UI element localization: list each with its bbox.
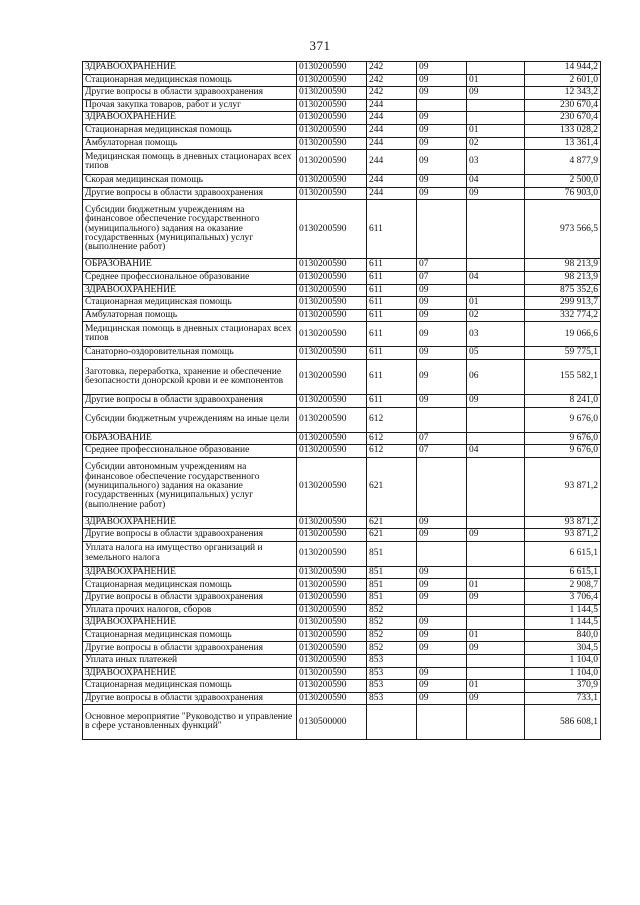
row-subsection bbox=[467, 617, 525, 630]
row-target-code: 0130200590 bbox=[297, 284, 367, 297]
row-name: Субсидии автономным учреждениям на финансовое обеспечение государственного (муниципального) задания на оказание государственных (муниципальных) услуг (выполнение работ) bbox=[83, 457, 297, 516]
row-section: 09 bbox=[417, 566, 467, 579]
row-expense-type: 611 bbox=[367, 297, 417, 310]
row-amount: 1 144,5 bbox=[525, 604, 601, 617]
row-expense-type: 242 bbox=[367, 74, 417, 87]
row-section: 09 bbox=[417, 175, 467, 188]
row-amount: 1 104,0 bbox=[525, 667, 601, 680]
row-subsection: 06 bbox=[467, 359, 525, 394]
table-row bbox=[83, 692, 601, 705]
table-row bbox=[83, 112, 601, 125]
table-row bbox=[83, 655, 601, 668]
row-target-code: 0130200590 bbox=[297, 604, 367, 617]
row-expense-type: 611 bbox=[367, 347, 417, 360]
row-section bbox=[417, 200, 467, 259]
row-target-code: 0130200590 bbox=[297, 259, 367, 272]
row-target-code: 0130200590 bbox=[297, 297, 367, 310]
table-row bbox=[83, 529, 601, 542]
row-target-code: 0130200590 bbox=[297, 445, 367, 458]
row-section bbox=[417, 604, 467, 617]
row-subsection bbox=[467, 200, 525, 259]
row-target-code: 0130200590 bbox=[297, 87, 367, 100]
table-row bbox=[83, 187, 601, 200]
table-row bbox=[83, 124, 601, 137]
row-section: 09 bbox=[417, 309, 467, 322]
row-target-code: 0130200590 bbox=[297, 309, 367, 322]
row-target-code: 0130200590 bbox=[297, 617, 367, 630]
row-amount: 973 566,5 bbox=[525, 200, 601, 259]
row-name: Другие вопросы в области здравоохранения bbox=[83, 692, 297, 705]
row-name: Уплата прочих налогов, сборов bbox=[83, 604, 297, 617]
row-target-code: 0130200590 bbox=[297, 655, 367, 668]
row-name: ОБРАЗОВАНИЕ bbox=[83, 259, 297, 272]
row-amount: 733,1 bbox=[525, 692, 601, 705]
row-section: 09 bbox=[417, 529, 467, 542]
row-subsection bbox=[467, 432, 525, 445]
row-expense-type: 611 bbox=[367, 200, 417, 259]
table-row bbox=[83, 99, 601, 112]
row-section: 09 bbox=[417, 284, 467, 297]
row-target-code: 0130200590 bbox=[297, 124, 367, 137]
row-amount: 12 343,2 bbox=[525, 87, 601, 100]
row-subsection bbox=[467, 705, 525, 740]
row-section bbox=[417, 541, 467, 566]
row-name: Уплата иных платежей bbox=[83, 655, 297, 668]
row-section: 07 bbox=[417, 259, 467, 272]
row-section: 09 bbox=[417, 74, 467, 87]
row-amount: 98 213,9 bbox=[525, 271, 601, 284]
row-name: Основное мероприятие "Руководство и управление в сфере установленных функций" bbox=[83, 705, 297, 740]
row-expense-type: 853 bbox=[367, 655, 417, 668]
row-target-code: 0130200590 bbox=[297, 592, 367, 605]
row-subsection: 01 bbox=[467, 629, 525, 642]
row-amount: 332 774,2 bbox=[525, 309, 601, 322]
row-expense-type: 244 bbox=[367, 112, 417, 125]
row-expense-type: 621 bbox=[367, 529, 417, 542]
table-row bbox=[83, 175, 601, 188]
row-amount: 155 582,1 bbox=[525, 359, 601, 394]
row-subsection: 02 bbox=[467, 137, 525, 150]
table-row bbox=[83, 629, 601, 642]
row-name: Стационарная медицинская помощь bbox=[83, 579, 297, 592]
row-expense-type: 851 bbox=[367, 592, 417, 605]
row-target-code: 0130200590 bbox=[297, 407, 367, 432]
row-section: 09 bbox=[417, 680, 467, 693]
row-amount: 4 877,9 bbox=[525, 150, 601, 175]
table-row bbox=[83, 347, 601, 360]
row-subsection bbox=[467, 62, 525, 75]
row-subsection: 09 bbox=[467, 692, 525, 705]
row-name: ЗДРАВООХРАНЕНИЕ bbox=[83, 284, 297, 297]
row-expense-type: 242 bbox=[367, 62, 417, 75]
row-name: Другие вопросы в области здравоохранения bbox=[83, 642, 297, 655]
row-expense-type: 621 bbox=[367, 457, 417, 516]
row-name: Стационарная медицинская помощь bbox=[83, 629, 297, 642]
row-target-code: 0130200590 bbox=[297, 394, 367, 407]
row-subsection: 09 bbox=[467, 529, 525, 542]
row-section: 09 bbox=[417, 62, 467, 75]
row-target-code: 0130200590 bbox=[297, 74, 367, 87]
row-amount: 76 903,0 bbox=[525, 187, 601, 200]
row-target-code: 0130200590 bbox=[297, 62, 367, 75]
row-target-code: 0130200590 bbox=[297, 137, 367, 150]
row-amount: 230 670,4 bbox=[525, 99, 601, 112]
row-name: Стационарная медицинская помощь bbox=[83, 680, 297, 693]
row-amount: 6 615,1 bbox=[525, 566, 601, 579]
table-row bbox=[83, 309, 601, 322]
row-name: Среднее профессиональное образование bbox=[83, 271, 297, 284]
table-row bbox=[83, 150, 601, 175]
row-expense-type: 852 bbox=[367, 604, 417, 617]
row-amount: 2 601,0 bbox=[525, 74, 601, 87]
row-subsection: 05 bbox=[467, 347, 525, 360]
row-amount: 586 608,1 bbox=[525, 705, 601, 740]
row-amount: 1 144,5 bbox=[525, 617, 601, 630]
row-section: 09 bbox=[417, 297, 467, 310]
row-amount: 9 676,0 bbox=[525, 445, 601, 458]
row-target-code: 0130200590 bbox=[297, 692, 367, 705]
row-target-code: 0130200590 bbox=[297, 112, 367, 125]
table-row bbox=[83, 259, 601, 272]
row-name: Уплата налога на имущество организаций и земельного налога bbox=[83, 541, 297, 566]
row-section: 09 bbox=[417, 592, 467, 605]
row-section: 09 bbox=[417, 394, 467, 407]
row-expense-type: 612 bbox=[367, 432, 417, 445]
row-target-code: 0130200590 bbox=[297, 187, 367, 200]
page-number: 371 bbox=[309, 38, 331, 53]
row-section bbox=[417, 407, 467, 432]
row-expense-type: 244 bbox=[367, 150, 417, 175]
table-row bbox=[83, 705, 601, 740]
row-name: ОБРАЗОВАНИЕ bbox=[83, 432, 297, 445]
row-subsection: 01 bbox=[467, 680, 525, 693]
row-amount: 3 706,4 bbox=[525, 592, 601, 605]
table-row bbox=[83, 297, 601, 310]
row-name: ЗДРАВООХРАНЕНИЕ bbox=[83, 667, 297, 680]
row-subsection: 04 bbox=[467, 271, 525, 284]
row-target-code: 0130200590 bbox=[297, 271, 367, 284]
row-expense-type bbox=[367, 705, 417, 740]
row-target-code: 0130200590 bbox=[297, 322, 367, 347]
row-section: 09 bbox=[417, 692, 467, 705]
row-target-code: 0130200590 bbox=[297, 200, 367, 259]
row-amount: 9 676,0 bbox=[525, 407, 601, 432]
row-name: ЗДРАВООХРАНЕНИЕ bbox=[83, 516, 297, 529]
row-subsection: 03 bbox=[467, 322, 525, 347]
table-row bbox=[83, 541, 601, 566]
row-name: ЗДРАВООХРАНЕНИЕ bbox=[83, 112, 297, 125]
row-section bbox=[417, 99, 467, 112]
budget-table-body bbox=[83, 62, 601, 740]
row-subsection bbox=[467, 259, 525, 272]
row-amount: 299 913,7 bbox=[525, 297, 601, 310]
row-name: Другие вопросы в области здравоохранения bbox=[83, 592, 297, 605]
table-row bbox=[83, 407, 601, 432]
row-name: Другие вопросы в области здравоохранения bbox=[83, 394, 297, 407]
row-amount: 98 213,9 bbox=[525, 259, 601, 272]
table-row bbox=[83, 271, 601, 284]
row-name: ЗДРАВООХРАНЕНИЕ bbox=[83, 617, 297, 630]
row-subsection: 01 bbox=[467, 74, 525, 87]
row-subsection bbox=[467, 457, 525, 516]
row-amount: 19 066,6 bbox=[525, 322, 601, 347]
table-row bbox=[83, 566, 601, 579]
row-section: 09 bbox=[417, 642, 467, 655]
row-name: Амбулаторная помощь bbox=[83, 309, 297, 322]
row-section: 09 bbox=[417, 617, 467, 630]
row-target-code: 0130200590 bbox=[297, 516, 367, 529]
row-expense-type: 851 bbox=[367, 566, 417, 579]
row-subsection: 09 bbox=[467, 642, 525, 655]
row-name: Заготовка, переработка, хранение и обеспечение безопасности донорской крови и ее компонентов bbox=[83, 359, 297, 394]
row-expense-type: 851 bbox=[367, 541, 417, 566]
table-row bbox=[83, 445, 601, 458]
row-amount: 875 352,6 bbox=[525, 284, 601, 297]
row-target-code: 0130200590 bbox=[297, 432, 367, 445]
row-expense-type: 853 bbox=[367, 692, 417, 705]
row-subsection: 01 bbox=[467, 124, 525, 137]
row-name: Прочая закупка товаров, работ и услуг bbox=[83, 99, 297, 112]
table-row bbox=[83, 579, 601, 592]
table-row bbox=[83, 200, 601, 259]
row-expense-type: 612 bbox=[367, 407, 417, 432]
row-name: ЗДРАВООХРАНЕНИЕ bbox=[83, 566, 297, 579]
row-name: Другие вопросы в области здравоохранения bbox=[83, 187, 297, 200]
row-expense-type: 611 bbox=[367, 309, 417, 322]
row-subsection: 02 bbox=[467, 309, 525, 322]
row-name: ЗДРАВООХРАНЕНИЕ bbox=[83, 62, 297, 75]
row-amount: 6 615,1 bbox=[525, 541, 601, 566]
row-target-code: 0130500000 bbox=[297, 705, 367, 740]
row-section: 09 bbox=[417, 516, 467, 529]
row-section: 09 bbox=[417, 112, 467, 125]
row-amount: 304,5 bbox=[525, 642, 601, 655]
row-subsection bbox=[467, 604, 525, 617]
row-amount: 93 871,2 bbox=[525, 457, 601, 516]
table-row bbox=[83, 432, 601, 445]
row-target-code: 0130200590 bbox=[297, 359, 367, 394]
row-amount: 93 871,2 bbox=[525, 529, 601, 542]
row-subsection: 04 bbox=[467, 445, 525, 458]
row-target-code: 0130200590 bbox=[297, 667, 367, 680]
row-subsection: 09 bbox=[467, 87, 525, 100]
row-section: 09 bbox=[417, 124, 467, 137]
row-expense-type: 853 bbox=[367, 680, 417, 693]
row-expense-type: 852 bbox=[367, 642, 417, 655]
row-target-code: 0130200590 bbox=[297, 150, 367, 175]
row-expense-type: 611 bbox=[367, 394, 417, 407]
row-expense-type: 611 bbox=[367, 322, 417, 347]
row-expense-type: 852 bbox=[367, 617, 417, 630]
row-subsection bbox=[467, 112, 525, 125]
row-target-code: 0130200590 bbox=[297, 566, 367, 579]
table-row bbox=[83, 680, 601, 693]
row-subsection: 09 bbox=[467, 592, 525, 605]
row-amount: 840,0 bbox=[525, 629, 601, 642]
row-subsection bbox=[467, 407, 525, 432]
row-amount: 370,9 bbox=[525, 680, 601, 693]
row-name: Скорая медицинская помощь bbox=[83, 175, 297, 188]
row-expense-type: 611 bbox=[367, 271, 417, 284]
row-expense-type: 244 bbox=[367, 175, 417, 188]
row-name: Стационарная медицинская помощь bbox=[83, 297, 297, 310]
table-row bbox=[83, 87, 601, 100]
row-amount: 2 908,7 bbox=[525, 579, 601, 592]
row-subsection bbox=[467, 284, 525, 297]
row-expense-type: 611 bbox=[367, 284, 417, 297]
row-subsection: 01 bbox=[467, 297, 525, 310]
row-expense-type: 242 bbox=[367, 87, 417, 100]
table-row bbox=[83, 667, 601, 680]
row-name: Субсидии бюджетным учреждениям на финансовое обеспечение государственного (муниципального) задания на оказание государственных (муниципальных) услуг (выполнение работ) bbox=[83, 200, 297, 259]
row-subsection: 09 bbox=[467, 187, 525, 200]
table-row bbox=[83, 322, 601, 347]
row-section: 07 bbox=[417, 445, 467, 458]
row-section: 09 bbox=[417, 137, 467, 150]
row-target-code: 0130200590 bbox=[297, 347, 367, 360]
row-expense-type: 244 bbox=[367, 99, 417, 112]
row-subsection bbox=[467, 667, 525, 680]
row-section: 09 bbox=[417, 187, 467, 200]
table-row bbox=[83, 137, 601, 150]
row-amount: 133 028,2 bbox=[525, 124, 601, 137]
row-target-code: 0130200590 bbox=[297, 629, 367, 642]
row-amount: 59 775,1 bbox=[525, 347, 601, 360]
row-amount: 1 104,0 bbox=[525, 655, 601, 668]
row-name: Стационарная медицинская помощь bbox=[83, 74, 297, 87]
row-section: 09 bbox=[417, 579, 467, 592]
row-subsection: 09 bbox=[467, 394, 525, 407]
table-row bbox=[83, 617, 601, 630]
row-name: Стационарная медицинская помощь bbox=[83, 124, 297, 137]
row-target-code: 0130200590 bbox=[297, 642, 367, 655]
row-amount: 93 871,2 bbox=[525, 516, 601, 529]
row-section: 09 bbox=[417, 150, 467, 175]
row-expense-type: 852 bbox=[367, 629, 417, 642]
table-row bbox=[83, 359, 601, 394]
row-section: 07 bbox=[417, 271, 467, 284]
row-section bbox=[417, 457, 467, 516]
row-amount: 2 500,0 bbox=[525, 175, 601, 188]
row-amount: 9 676,0 bbox=[525, 432, 601, 445]
row-target-code: 0130200590 bbox=[297, 680, 367, 693]
table-row bbox=[83, 74, 601, 87]
table-row bbox=[83, 642, 601, 655]
row-subsection: 03 bbox=[467, 150, 525, 175]
row-section: 09 bbox=[417, 347, 467, 360]
row-expense-type: 244 bbox=[367, 124, 417, 137]
row-expense-type: 612 bbox=[367, 445, 417, 458]
row-expense-type: 244 bbox=[367, 187, 417, 200]
row-target-code: 0130200590 bbox=[297, 529, 367, 542]
row-target-code: 0130200590 bbox=[297, 175, 367, 188]
row-amount: 14 944,2 bbox=[525, 62, 601, 75]
row-section bbox=[417, 655, 467, 668]
row-amount: 230 670,4 bbox=[525, 112, 601, 125]
row-amount: 8 241,0 bbox=[525, 394, 601, 407]
row-expense-type: 611 bbox=[367, 259, 417, 272]
row-name: Среднее профессиональное образование bbox=[83, 445, 297, 458]
row-subsection bbox=[467, 99, 525, 112]
row-expense-type: 611 bbox=[367, 359, 417, 394]
row-section: 09 bbox=[417, 629, 467, 642]
row-target-code: 0130200590 bbox=[297, 99, 367, 112]
row-expense-type: 851 bbox=[367, 579, 417, 592]
row-name: Медицинская помощь в дневных стационарах всех типов bbox=[83, 150, 297, 175]
row-subsection bbox=[467, 541, 525, 566]
budget-table bbox=[82, 61, 601, 740]
table-row bbox=[83, 394, 601, 407]
row-expense-type: 853 bbox=[367, 667, 417, 680]
row-section: 07 bbox=[417, 432, 467, 445]
row-subsection bbox=[467, 516, 525, 529]
row-section: 09 bbox=[417, 667, 467, 680]
row-target-code: 0130200590 bbox=[297, 579, 367, 592]
row-name: Санаторно-оздоровительная помощь bbox=[83, 347, 297, 360]
row-name: Субсидии бюджетным учреждениям на иные цели bbox=[83, 407, 297, 432]
table-row bbox=[83, 62, 601, 75]
row-expense-type: 244 bbox=[367, 137, 417, 150]
row-subsection bbox=[467, 566, 525, 579]
table-row bbox=[83, 592, 601, 605]
table-row bbox=[83, 457, 601, 516]
row-section: 09 bbox=[417, 87, 467, 100]
row-name: Амбулаторная помощь bbox=[83, 137, 297, 150]
row-subsection bbox=[467, 655, 525, 668]
row-target-code: 0130200590 bbox=[297, 541, 367, 566]
row-name: Медицинская помощь в дневных стационарах всех типов bbox=[83, 322, 297, 347]
row-subsection: 04 bbox=[467, 175, 525, 188]
row-amount: 13 361,4 bbox=[525, 137, 601, 150]
table-row bbox=[83, 284, 601, 297]
row-name: Другие вопросы в области здравоохранения bbox=[83, 87, 297, 100]
row-section bbox=[417, 705, 467, 740]
row-subsection: 01 bbox=[467, 579, 525, 592]
table-row bbox=[83, 516, 601, 529]
row-section: 09 bbox=[417, 359, 467, 394]
table-row bbox=[83, 604, 601, 617]
row-target-code: 0130200590 bbox=[297, 457, 367, 516]
row-section: 09 bbox=[417, 322, 467, 347]
row-expense-type: 621 bbox=[367, 516, 417, 529]
row-name: Другие вопросы в области здравоохранения bbox=[83, 529, 297, 542]
